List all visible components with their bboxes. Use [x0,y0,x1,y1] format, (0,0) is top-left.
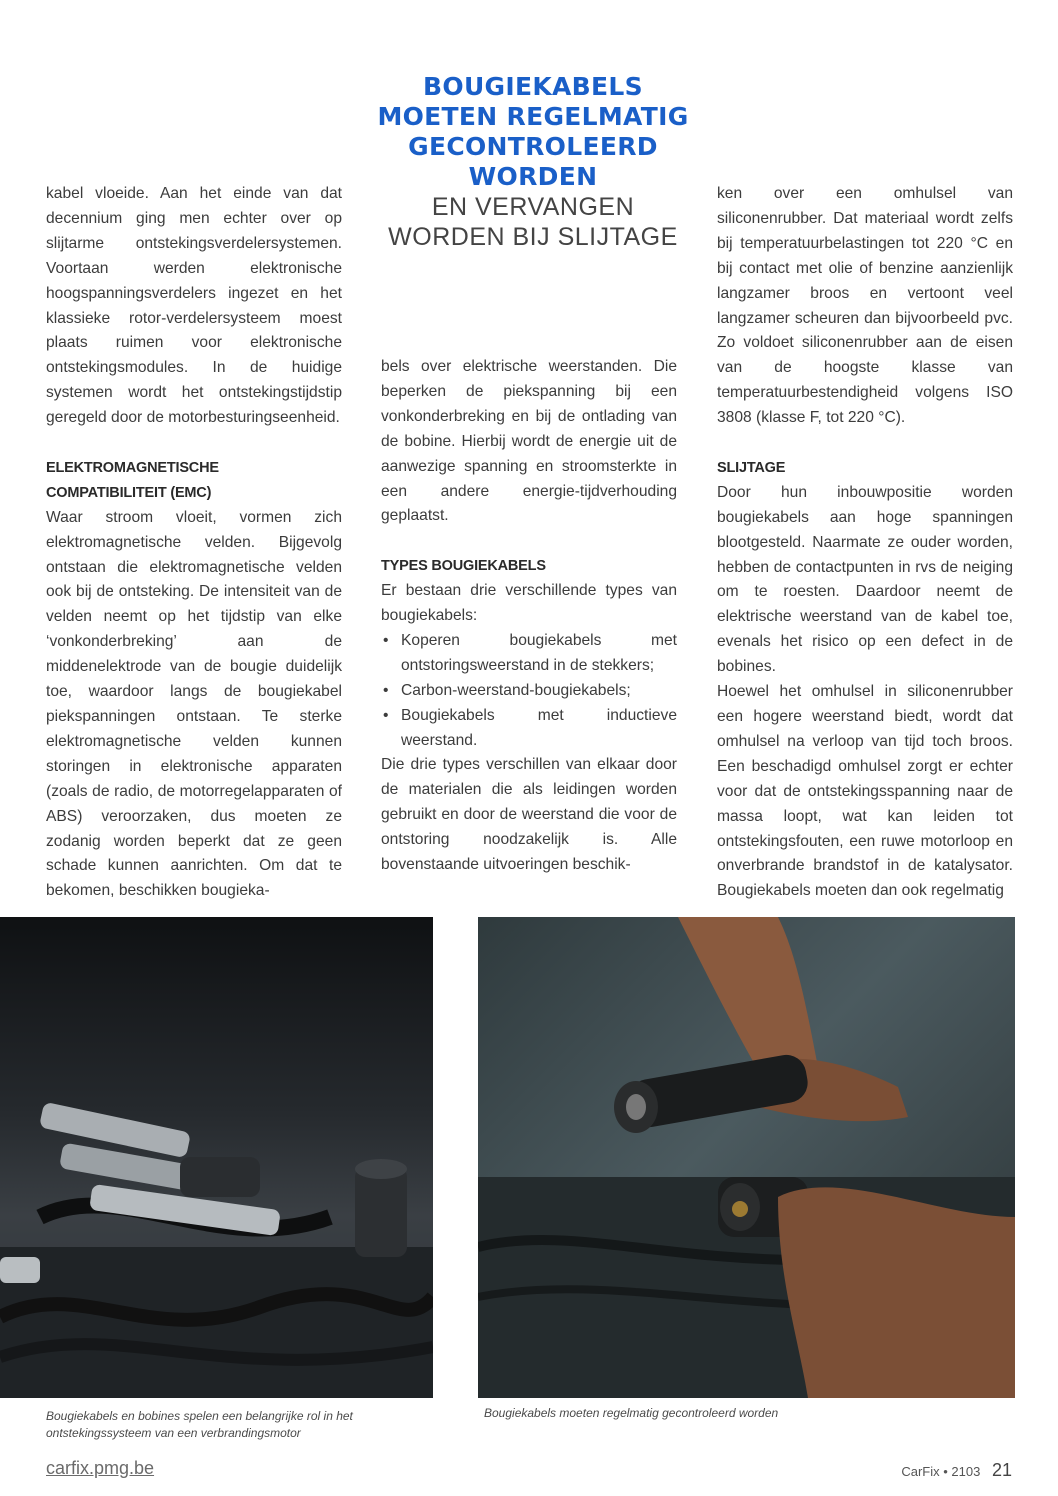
body-paragraph: Door hun inbouwpositie worden bougiekabels aan hoge spanningen blootgesteld. Naarmate ze ouder worden, hebben de contactpunten in rvs de neiging om te roesten. Daardoor neemt de elektrische weerstand van de kabel toe, evenals het risico op een defect in de bobines. [717,483,1013,676]
page-number: 21 [991,1460,1012,1480]
article-column-3 [717,182,1013,904]
heading-line: COMPATIBILITEIT (EMC) [46,484,212,501]
article-column-2 [381,355,677,878]
pull-quote-highlight-line: GECONTROLEERD [408,132,658,161]
list-item: • Bougiekabels met inductieve weerstand. [381,704,677,754]
list-item: • Carbon-weerstand-bougiekabels; [381,679,677,704]
pull-quote-highlight-line: BOUGIEKABELS [423,72,643,101]
body-paragraph: Die drie types verschillen van elkaar door de materialen die als leidingen worden gebruikt en door de weerstand die voor de ontstoring noodzakelijk is. Alle bovenstaande uitvoeringen beschik- [381,756,677,874]
section-heading-types: TYPES BOUGIEKABELS [381,558,546,575]
body-paragraph: ken over een omhulsel van siliconenrubber. Dat materiaal wordt zelfs bij temperatuurbelastingen tot 220 °C en bij contact met olie of benzine aanzienlijk langzamer broos en vertoont veel langzamer scheuren dan bijvoorbeeld pvc. Zo voldoet siliconenrubber aan de eisen van de hoogste klasse van temperatuurbestendigheid volgens ISO 3808 (klasse F, tot 220 °C). [717,185,1013,427]
heading-line: ELEKTROMAGNETISCHE [46,459,219,476]
pull-quote-line: WORDEN BIJ SLIJTAGE [388,223,678,251]
photo-caption: Bougiekabels moeten regelmatig gecontroleerd worden [484,1406,779,1420]
section-heading-emc [46,456,342,506]
magazine-issue: CarFix • 2103 [901,1464,981,1479]
body-paragraph: Er bestaan drie verschillende types van bougiekabels: [381,582,677,625]
body-paragraph: bels over elektrische weerstanden. Die beperken de piekspanning bij een vonkonderbreking en bij de ontlading van de bobine. Hierbij wordt de energie uit de aanwezige spanning en stroomsterkte in een andere energie-tijdverhouding geplaatst. [381,358,677,525]
list-item: • Koperen bougiekabels met ontstoringsweerstand in de stekkers; [381,629,677,679]
body-paragraph: kabel vloeide. Aan het einde van dat decennium ging men echter over op slijtarme ontstekingsverdelersystemen. Voortaan werden elektronische hoogspanningsverdelers ingezet en het klassieke rotor-verdelersysteem moest plaats ruimen voor elektronische ontstekingsmodules. In de huidige systemen wordt het ontstekingstijdstip geregeld door de motorbesturingseenheid. [46,185,342,427]
photo-hands-checking-cable [478,917,1015,1398]
body-paragraph: Waar stroom vloeit, vormen zich elektromagnetische velden. Bijgevolg ontstaan die elektromagnetische velden ook bij de ontsteking. De intensiteit van de velden neemt op het tijdstip van elke ‘vonkonderbreking’ aan de middenelektrode van de bougie duidelijk toe, waardoor langs de bougiekabel piekspanningen ontstaan. Te sterke elektromagnetische velden kunnen storingen in elektronische apparaten (zoals de radio, de motorregelapparaten of ABS) veroorzaken, dus moeten ze zodanig worden beperkt dat ze geen schade kunnen aanrichten. Om dat te bekomen, beschikken bougieka- [46,508,342,900]
photo-spark-plug-cables [0,917,433,1398]
body-paragraph: Hoewel het omhulsel in siliconenrubber een hogere weerstand biedt, wordt dat omhulsel na verloop van tijd toch broos. Een beschadigd omhulsel zorgt er echter voor dat de ontstekingsspanning naar de massa loopt, wat kan leiden tot ontstekingsfouten, een ruwe motorloop en onverbrande brandstof in de katalysator. Bougiekabels moeten dan ook regelmatig [717,683,1013,900]
pull-quote [370,72,696,252]
pull-quote-line: EN VERVANGEN [431,193,635,221]
section-heading-wear: SLIJTAGE [717,459,786,476]
page-footer [901,1460,1012,1481]
article-column-1 [46,182,342,904]
types-list [381,629,677,754]
website-link[interactable]: carfix.pmg.be [46,1458,155,1478]
pull-quote-highlight-line: WORDEN [468,162,598,191]
photo-caption: Bougiekabels en bobines spelen een belangrijke rol in het ontstekingssysteem van een verbrandingsmotor [46,1409,353,1440]
pull-quote-highlight-line: MOETEN REGELMATIG [377,102,689,131]
